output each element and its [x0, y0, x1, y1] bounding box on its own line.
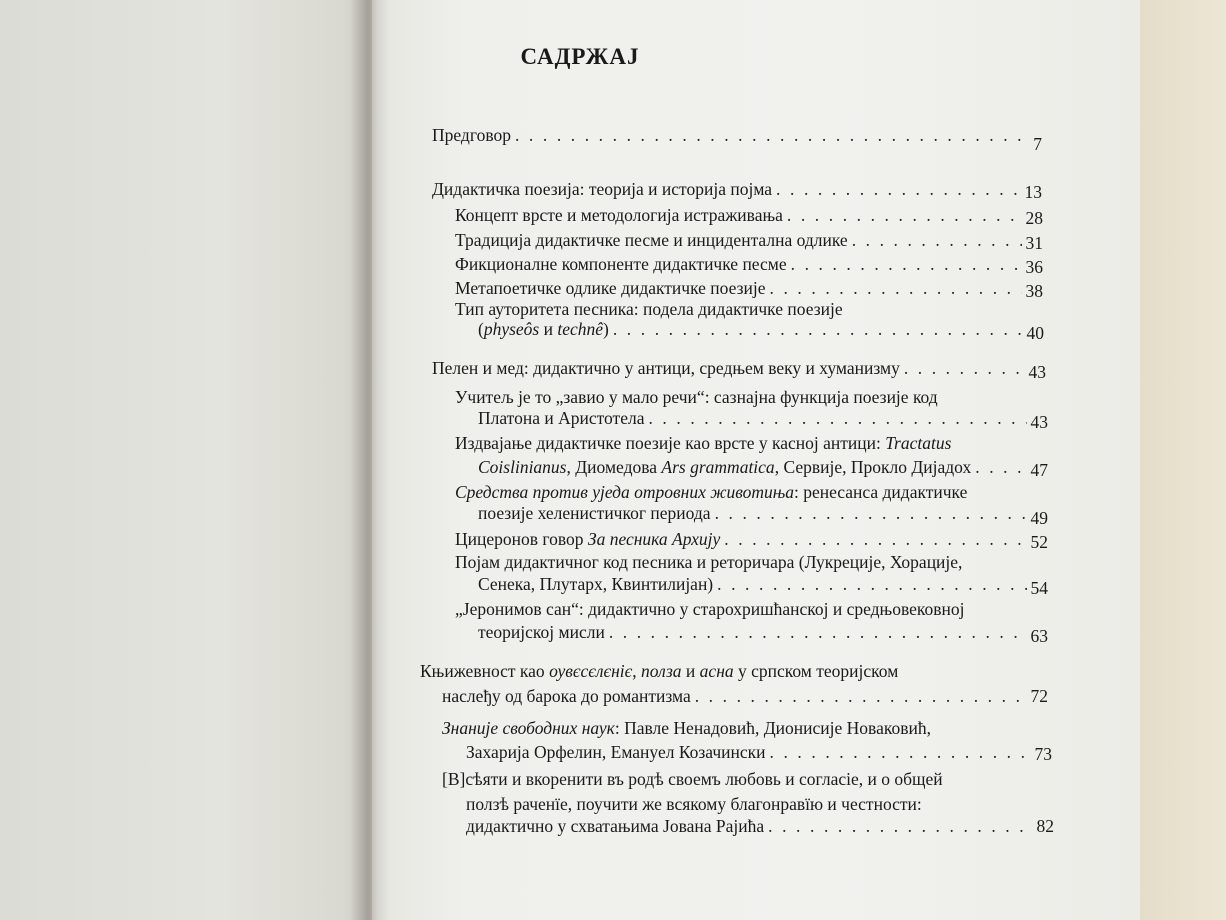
toc-entry-rajic-line1: [В]сѣяти и вкоренити въ родѣ своемъ любовь и согласіе, и о общей [442, 769, 943, 789]
entry-title: Фикционалне компоненте дидактичке песме [455, 254, 787, 274]
text-fragment: : ренесанса дидактичке [793, 482, 968, 502]
italic-term: physeôs [483, 319, 540, 339]
entry-title: Метапоетичке одлике дидактичке поезије [455, 278, 766, 298]
entry-title: Дидактичка поезија: теорија и историја појма [432, 179, 773, 199]
toc-entry-jeronimov-san-line1: „Јеронимов сан“: дидактично у старохришћанској и средњовековној [455, 599, 965, 619]
toc-entry-knjizevnost-line1 [420, 660, 898, 682]
leader-dots [724, 528, 1026, 550]
page-number: 47 [1030, 460, 1048, 480]
leader-dots [695, 685, 1027, 707]
toc-entry-koncept [455, 204, 1043, 226]
leader-dots [515, 124, 1029, 146]
leader-dots [770, 277, 1022, 299]
page-number: 54 [1030, 578, 1048, 598]
entry-title: Издвајање дидактичке поезије као врсте у касној антици: [455, 433, 886, 453]
italic-term: полза [641, 661, 682, 681]
text-fragment: и [681, 661, 700, 681]
page-number: 49 [1030, 508, 1048, 528]
toc-entry-predgovor [432, 124, 1042, 154]
toc-entry-tip-line1: Тип ауторитета песника: подела дидактичке поезије [455, 299, 843, 319]
leader-dots [787, 204, 1022, 226]
leader-dots [717, 573, 1026, 595]
italic-term: Ars grammatica [661, 457, 775, 477]
conjunction: и [539, 319, 558, 339]
leader-dots [648, 407, 1026, 429]
toc-entry-ucitelj-line1: Учитељ је то „завио у мало речи“: сазнајна функција поезије код [455, 387, 938, 407]
leader-dots [776, 178, 1020, 200]
entry-title: Предговор [432, 125, 511, 145]
page-number: 7 [1033, 134, 1042, 154]
toc-entry-znanije-line2 [466, 741, 1052, 763]
italic-term: Tractatus [885, 433, 952, 453]
page-number: 82 [1036, 816, 1054, 836]
toc-entry-pelen-i-med [432, 357, 1046, 382]
text-fragment: : Павле Ненадовић, Дионисије Новаковић, [614, 718, 931, 738]
toc-entry-jeronimov-san-line2 [478, 621, 1048, 646]
leader-dots [852, 229, 1022, 251]
leader-dots [768, 815, 1032, 837]
page-number: 40 [1026, 323, 1044, 343]
leader-dots [609, 621, 1027, 643]
italic-term: За песника Архију [587, 529, 721, 549]
page-number: 38 [1025, 281, 1043, 301]
page-number: 72 [1030, 686, 1048, 706]
toc-entry-rajic-line3 [466, 815, 1054, 837]
toc-entry-izdvajanje-line1 [455, 432, 951, 454]
toc-entry-fikcionalne [455, 253, 1043, 275]
entry-title-continuation [478, 318, 609, 340]
toc-entry-rajic-line2: ползѣ раченїе, поучити же всякому благонравїю и честности: [466, 794, 922, 814]
entry-title: Традиција дидактичке песме и инцидентална одлике [455, 230, 848, 250]
italic-term: technê [557, 319, 604, 339]
page-number: 13 [1024, 182, 1042, 202]
text-fragment: , [632, 661, 642, 681]
paren-open: ( [478, 319, 484, 339]
entry-title [455, 528, 720, 550]
page-number: 52 [1030, 532, 1048, 552]
toc-entry-ucitelj-line2 [478, 407, 1048, 432]
entry-title-continuation: наслеђу од барока до романтизма [442, 686, 691, 706]
italic-term: Знаније свободних наук [442, 718, 615, 738]
page-number: 36 [1025, 257, 1043, 277]
text-fragment: Књижевност као [420, 661, 550, 681]
entry-title-continuation: Захарија Орфелин, Емануел Козачински [466, 742, 766, 762]
text-fragment: у српском теоријском [733, 661, 899, 681]
text-fragment: Цицеронов говор [455, 529, 588, 549]
page-number: 28 [1025, 208, 1043, 228]
toc-entry-pojam-line1: Појам дидактичног код песника и реторичара (Лукреције, Хорације, [455, 552, 963, 572]
leader-dots [975, 456, 1026, 478]
entry-title: Пелен и мед: дидактично у антици, средњем веку и хуманизму [432, 358, 900, 378]
entry-title-continuation: теоријској мисли [478, 622, 605, 642]
entry-title: Концепт врсте и методологија истраживања [455, 205, 783, 225]
toc-entry-sredstva-line2 [478, 502, 1048, 528]
toc-entry-metapoeticke [455, 277, 1043, 299]
text-fragment: , Сервије, Прокло Дијадох [774, 457, 972, 477]
page-number: 43 [1028, 362, 1046, 382]
page-title: САДРЖАЈ [520, 44, 640, 69]
italic-term: оувєсєлєніє [549, 661, 633, 681]
toc-entry-didakticka-poezija [432, 178, 1042, 200]
toc-entry-tip-line2 [478, 318, 1044, 343]
toc-entry-znanije-line1 [442, 717, 931, 739]
entry-title-continuation [478, 456, 971, 478]
entry-title-continuation: Сенека, Плутарх, Квинтилијан) [478, 574, 714, 594]
entry-title-continuation: поезије хеленистичког периода [478, 503, 711, 523]
toc-entry-sredstva-line1 [455, 481, 967, 503]
toc-entry-ciceronov-govor [455, 528, 1048, 550]
entry-title-continuation: Платона и Аристотела [478, 408, 645, 428]
page-number: 43 [1030, 412, 1048, 432]
toc-entry-tradicija [455, 229, 1043, 251]
italic-term: асна [699, 661, 734, 681]
leader-dots [770, 741, 1031, 763]
leader-dots [715, 502, 1027, 524]
toc-entry-izdvajanje-line2 [478, 456, 1048, 478]
entry-title-continuation: дидактично у схватањима Јована Рајића [466, 816, 765, 836]
page-number: 63 [1030, 626, 1048, 646]
toc-entry-knjizevnost-line2 [442, 685, 1048, 707]
page-number: 31 [1025, 233, 1043, 253]
toc-entry-pojam-line2 [478, 573, 1048, 598]
page-number: 73 [1034, 744, 1052, 764]
leader-dots [791, 253, 1022, 275]
italic-term: Средства против уједа отровних животиња [455, 482, 794, 502]
leader-dots [904, 357, 1025, 379]
leader-dots [613, 318, 1023, 340]
paren-close: ) [603, 319, 609, 339]
italic-term: Coislinianus [478, 457, 567, 477]
text-fragment: , Диомедова [566, 457, 662, 477]
